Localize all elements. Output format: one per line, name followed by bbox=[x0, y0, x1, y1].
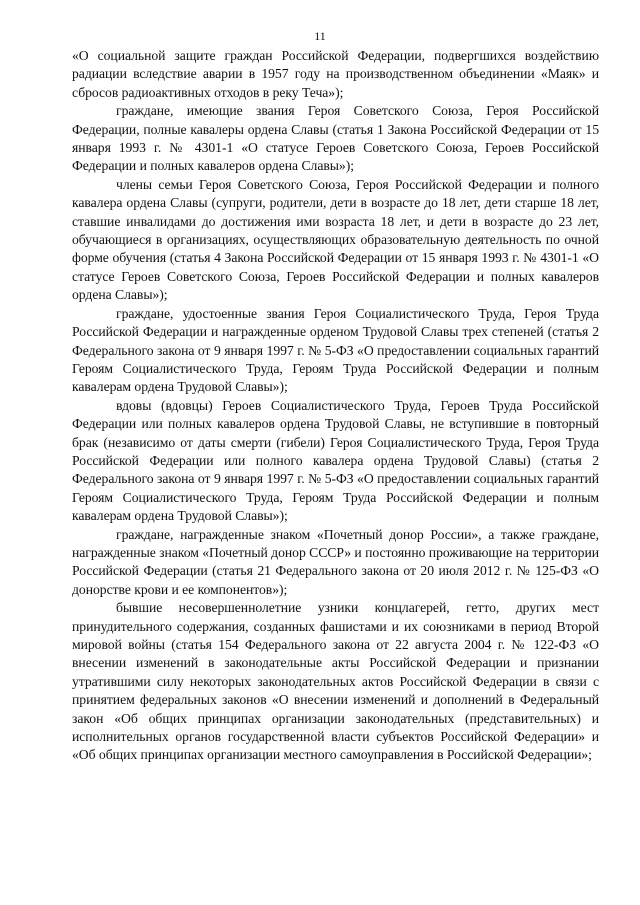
document-body bbox=[72, 47, 599, 765]
paragraph-continuation: «О социальной защите граждан Российской Федерации, подвергшихся воздействию радиации вследствие аварии в 1957 году на производственном объединении «Маяк» и сбросов радиоактивных отходов в реку Теча»); bbox=[72, 48, 599, 100]
page-number: 11 bbox=[314, 29, 326, 43]
paragraph-heroes-of-labor: граждане, удостоенные звания Героя Социалистического Труда, Героя Труда Российской Федерации и награжденные орденом Трудовой Славы трех степеней (статья 2 Федерального закона от 9 января 1997 г. № 5-ФЗ «О предоставлении социальных гарантий Героям Социалистического Труда, Героям Труда Российской Федерации и полным кавалерам ордена Трудовой Славы»); bbox=[72, 305, 599, 395]
paragraph-family-members: члены семьи Героя Советского Союза, Героя Российской Федерации и полного кавалера ордена Славы (супруги, родители, дети в возрасте до 18 лет, дети старше 18 лет, ставшие инвалидами до достижения ими возраста 18 лет, и дети в возрасте до 23 лет, обучающиеся в организациях, осуществляющих образовательную деятельность по очной форме обучения (статья 4 Закона Российской Федерации от 15 января 1993 г. № 4301-1 «О статусе Героев Советского Союза, Героев Российской Федерации и полных кавалеров ордена Славы»); bbox=[72, 176, 599, 303]
paragraph-former-prisoners: бывшие несовершеннолетние узники концлагерей, гетто, других мест принудительного содержания, созданных фашистами и их союзниками в период Второй мировой войны (статья 154 Федерального закона от 22 августа 2004 г. № 122-ФЗ «О внесении изменений в законодательные акты Российской Федерации и признании утратившими силу некоторых законодательных актов Российской Федерации в связи с принятием федеральных законов «О внесении изменений и дополнений в Федеральный закон «Об общих принципах организации законодательных (представительных) и исполнительных органов государственной власти субъектов Российской Федерации» и «Об общих принципах организации местного самоуправления в Российской Федерации»; bbox=[72, 600, 599, 763]
paragraph-heroes: граждане, имеющие звания Героя Советского Союза, Героя Российской Федерации, полные кавалеры ордена Славы (статья 1 Закона Российской Федерации от 15 января 1993 г. № 4301-1 «О статусе Героев Советского Союза, Героев Российской Федерации и полных кавалеров ордена Славы»); bbox=[72, 103, 599, 174]
paragraph-honorary-donors: граждане, награжденные знаком «Почетный донор России», а также граждане, награжденные знаком «Почетный донор СССР» и постоянно проживающие на территории Российской Федерации (статья 21 Федерального закона от 20 июля 2012 г. № 125-ФЗ «О донорстве крови и ее компонентов»); bbox=[72, 526, 599, 597]
paragraph-widows: вдовы (вдовцы) Героев Социалистического Труда, Героев Труда Российской Федерации или полных кавалеров ордена Трудовой Славы, не вступившие в повторный брак (независимо от даты смерти (гибели) Героя Социалистического Труда, Героя Труда Российской Федерации или полного кавалера ордена Трудовой Славы) (статья 2 Федерального закона от 9 января 1997 г. № 5-ФЗ «О предоставлении социальных гарантий Героям Социалистического Труда, Героям Труда Российской Федерации и полным кавалерам ордена Трудовой Славы»); bbox=[72, 397, 599, 524]
